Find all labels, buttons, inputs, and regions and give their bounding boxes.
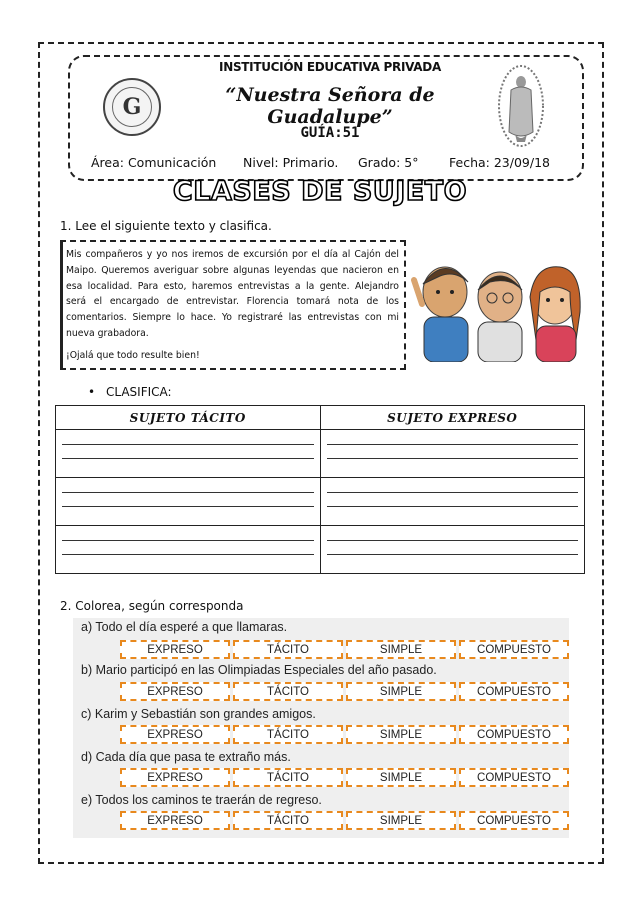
option-tacito[interactable]: TÁCITO	[233, 640, 343, 659]
answer-line	[62, 458, 314, 459]
option-simple[interactable]: SIMPLE	[346, 640, 456, 659]
reading-text	[66, 247, 399, 364]
answer-cell[interactable]	[56, 526, 321, 574]
guide-number: GUÍA:51	[300, 125, 360, 141]
option-expreso[interactable]: EXPRESO	[120, 682, 230, 701]
question-1-prompt: 1. Lee el siguiente texto y clasifica.	[60, 219, 272, 233]
answer-cell[interactable]	[56, 430, 321, 478]
option-simple[interactable]: SIMPLE	[346, 811, 456, 830]
answer-line	[327, 458, 579, 459]
sentence-b: b) Mario participó en las Olimpiadas Especiales del año pasado.	[81, 663, 437, 677]
grade-label: Grado: 5°	[358, 155, 419, 170]
option-compuesto[interactable]: COMPUESTO	[459, 768, 569, 787]
answer-line	[327, 492, 579, 493]
option-tacito[interactable]: TÁCITO	[233, 725, 343, 744]
school-name: “Nuestra Señora de Guadalupe”	[225, 84, 435, 128]
bullet-icon: •	[88, 385, 96, 399]
sentence-d: d) Cada día que pasa te extraño más.	[81, 750, 291, 764]
answer-line	[327, 444, 579, 445]
children-illustration	[410, 252, 585, 362]
answer-line	[62, 444, 314, 445]
option-simple[interactable]: SIMPLE	[346, 682, 456, 701]
logo-letter: G	[112, 87, 152, 127]
page-title: CLASES DE SUJETO	[172, 176, 468, 207]
area-label: Área: Comunicación	[91, 155, 217, 170]
virgin-guadalupe-image	[495, 62, 547, 150]
table-row	[56, 430, 585, 478]
table-row	[56, 478, 585, 526]
option-compuesto[interactable]: COMPUESTO	[459, 811, 569, 830]
classification-table	[55, 405, 585, 574]
question-2-prompt: 2. Colorea, según corresponda	[60, 599, 244, 613]
institution-title: INSTITUCIÓN EDUCATIVA PRIVADA	[219, 60, 441, 74]
reading-closing: ¡Ojalá que todo resulte bien!	[66, 349, 200, 361]
option-tacito[interactable]: TÁCITO	[233, 811, 343, 830]
answer-line	[62, 492, 314, 493]
date-label: Fecha: 23/09/18	[449, 155, 550, 170]
answer-line	[62, 540, 314, 541]
option-expreso[interactable]: EXPRESO	[120, 811, 230, 830]
sentence-c: c) Karim y Sebastián son grandes amigos.	[81, 707, 316, 721]
answer-cell[interactable]	[320, 478, 585, 526]
option-simple[interactable]: SIMPLE	[346, 725, 456, 744]
option-simple[interactable]: SIMPLE	[346, 768, 456, 787]
sentence-a: a) Todo el día esperé a que llamaras.	[81, 620, 288, 634]
classify-label: CLASIFICA:	[106, 385, 172, 399]
answer-line	[327, 506, 579, 507]
answer-cell[interactable]	[320, 526, 585, 574]
coloring-exercise	[73, 618, 569, 838]
option-tacito[interactable]: TÁCITO	[233, 768, 343, 787]
option-expreso[interactable]: EXPRESO	[120, 768, 230, 787]
option-tacito[interactable]: TÁCITO	[233, 682, 343, 701]
column-header-expreso: SUJETO EXPRESO	[320, 406, 585, 430]
answer-line	[62, 506, 314, 507]
table-header-row	[56, 406, 585, 430]
column-header-tacito: SUJETO TÁCITO	[56, 406, 321, 430]
sentence-e: e) Todos los caminos te traerán de regreso.	[81, 793, 322, 807]
answer-line	[327, 554, 579, 555]
option-expreso[interactable]: EXPRESO	[120, 725, 230, 744]
answer-cell[interactable]	[320, 430, 585, 478]
option-compuesto[interactable]: COMPUESTO	[459, 682, 569, 701]
option-compuesto[interactable]: COMPUESTO	[459, 640, 569, 659]
answer-cell[interactable]	[56, 478, 321, 526]
answer-line	[327, 540, 579, 541]
option-compuesto[interactable]: COMPUESTO	[459, 725, 569, 744]
level-label: Nivel: Primario.	[243, 155, 339, 170]
school-logo	[103, 78, 161, 136]
reading-paragraph: Mis compañeros y yo nos iremos de excursión por el día al Cajón del Maipo. Queremos averiguar sobre algunas leyendas que nacieron en esa localidad. Para esto, haremos entrevistas a la gente. Alejandro será el encargado de entrevistar. Florencia tomará nota de los comentarios. Siempre lo hace. Yo registraré las entrevistas con mi nueva grabadora.	[66, 249, 399, 339]
table-row	[56, 526, 585, 574]
option-expreso[interactable]: EXPRESO	[120, 640, 230, 659]
answer-line	[62, 554, 314, 555]
